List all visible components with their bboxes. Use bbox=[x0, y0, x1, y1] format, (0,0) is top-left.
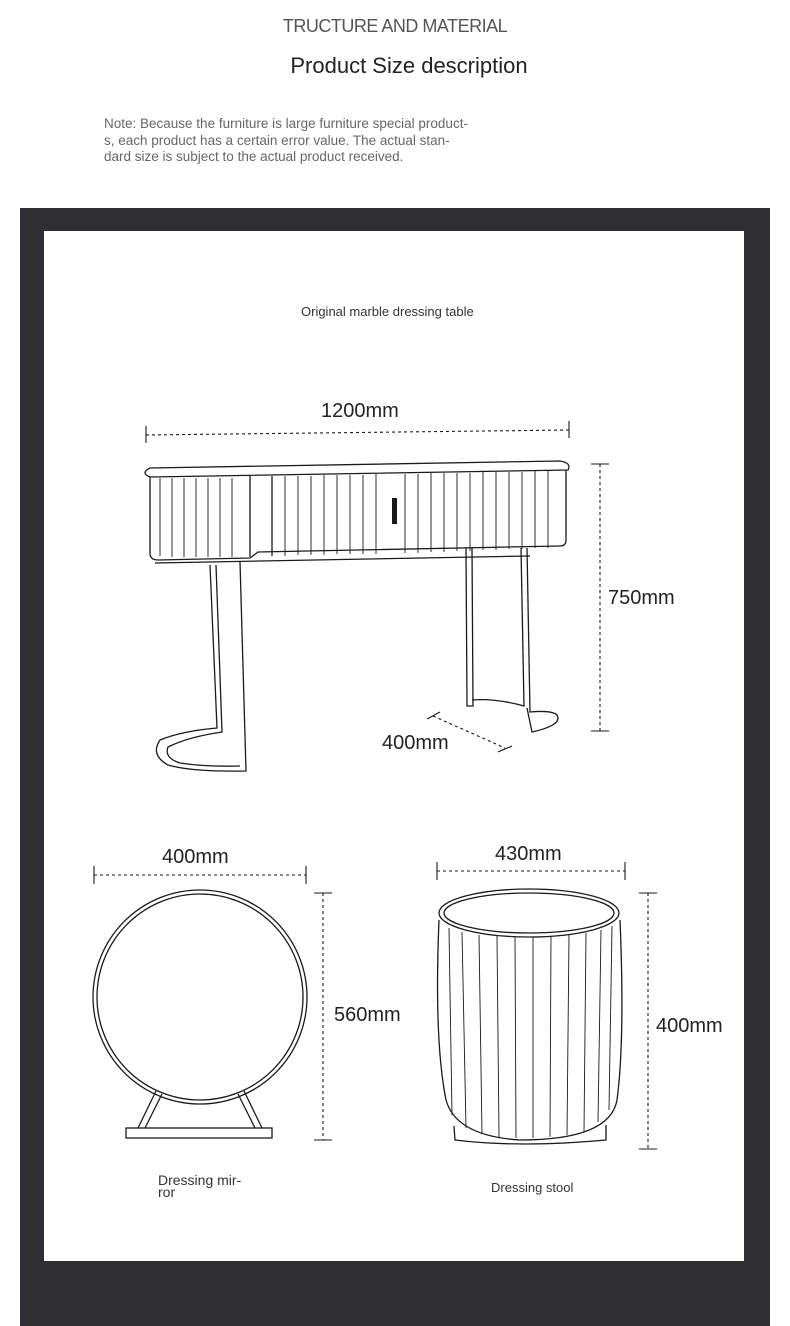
stool-height-label: 400mm bbox=[656, 1015, 723, 1037]
note-line-3: dard size is subject to the actual product received. bbox=[104, 149, 404, 164]
page-title: Product Size description bbox=[290, 53, 528, 78]
note-line-1: Note: Because the furniture is large furniture special product- bbox=[104, 116, 468, 131]
table-caption: Original marble dressing table bbox=[301, 304, 474, 319]
mirror-caption-line-1: Dressing mir- bbox=[158, 1172, 242, 1188]
mirror-height-label: 560mm bbox=[334, 1004, 401, 1026]
table-height-label: 750mm bbox=[608, 587, 675, 609]
mirror-caption-line-2: ror bbox=[158, 1184, 176, 1200]
table-depth-label: 400mm bbox=[382, 732, 449, 754]
mirror-width-label: 400mm bbox=[162, 846, 229, 868]
table-width-label: 1200mm bbox=[321, 400, 399, 422]
dressing-table-drawing bbox=[145, 461, 569, 771]
mirror-caption bbox=[158, 1174, 241, 1198]
stool-width-label: 430mm bbox=[495, 843, 562, 865]
stool-caption: Dressing stool bbox=[491, 1180, 574, 1195]
note-line-2: s, each product has a certain error value. The actual stan- bbox=[104, 132, 450, 148]
section-subtitle: TRUCTURE AND MATERIAL bbox=[282, 16, 508, 36]
dressing-mirror-drawing bbox=[93, 890, 307, 1138]
dressing-stool-drawing bbox=[438, 889, 622, 1144]
